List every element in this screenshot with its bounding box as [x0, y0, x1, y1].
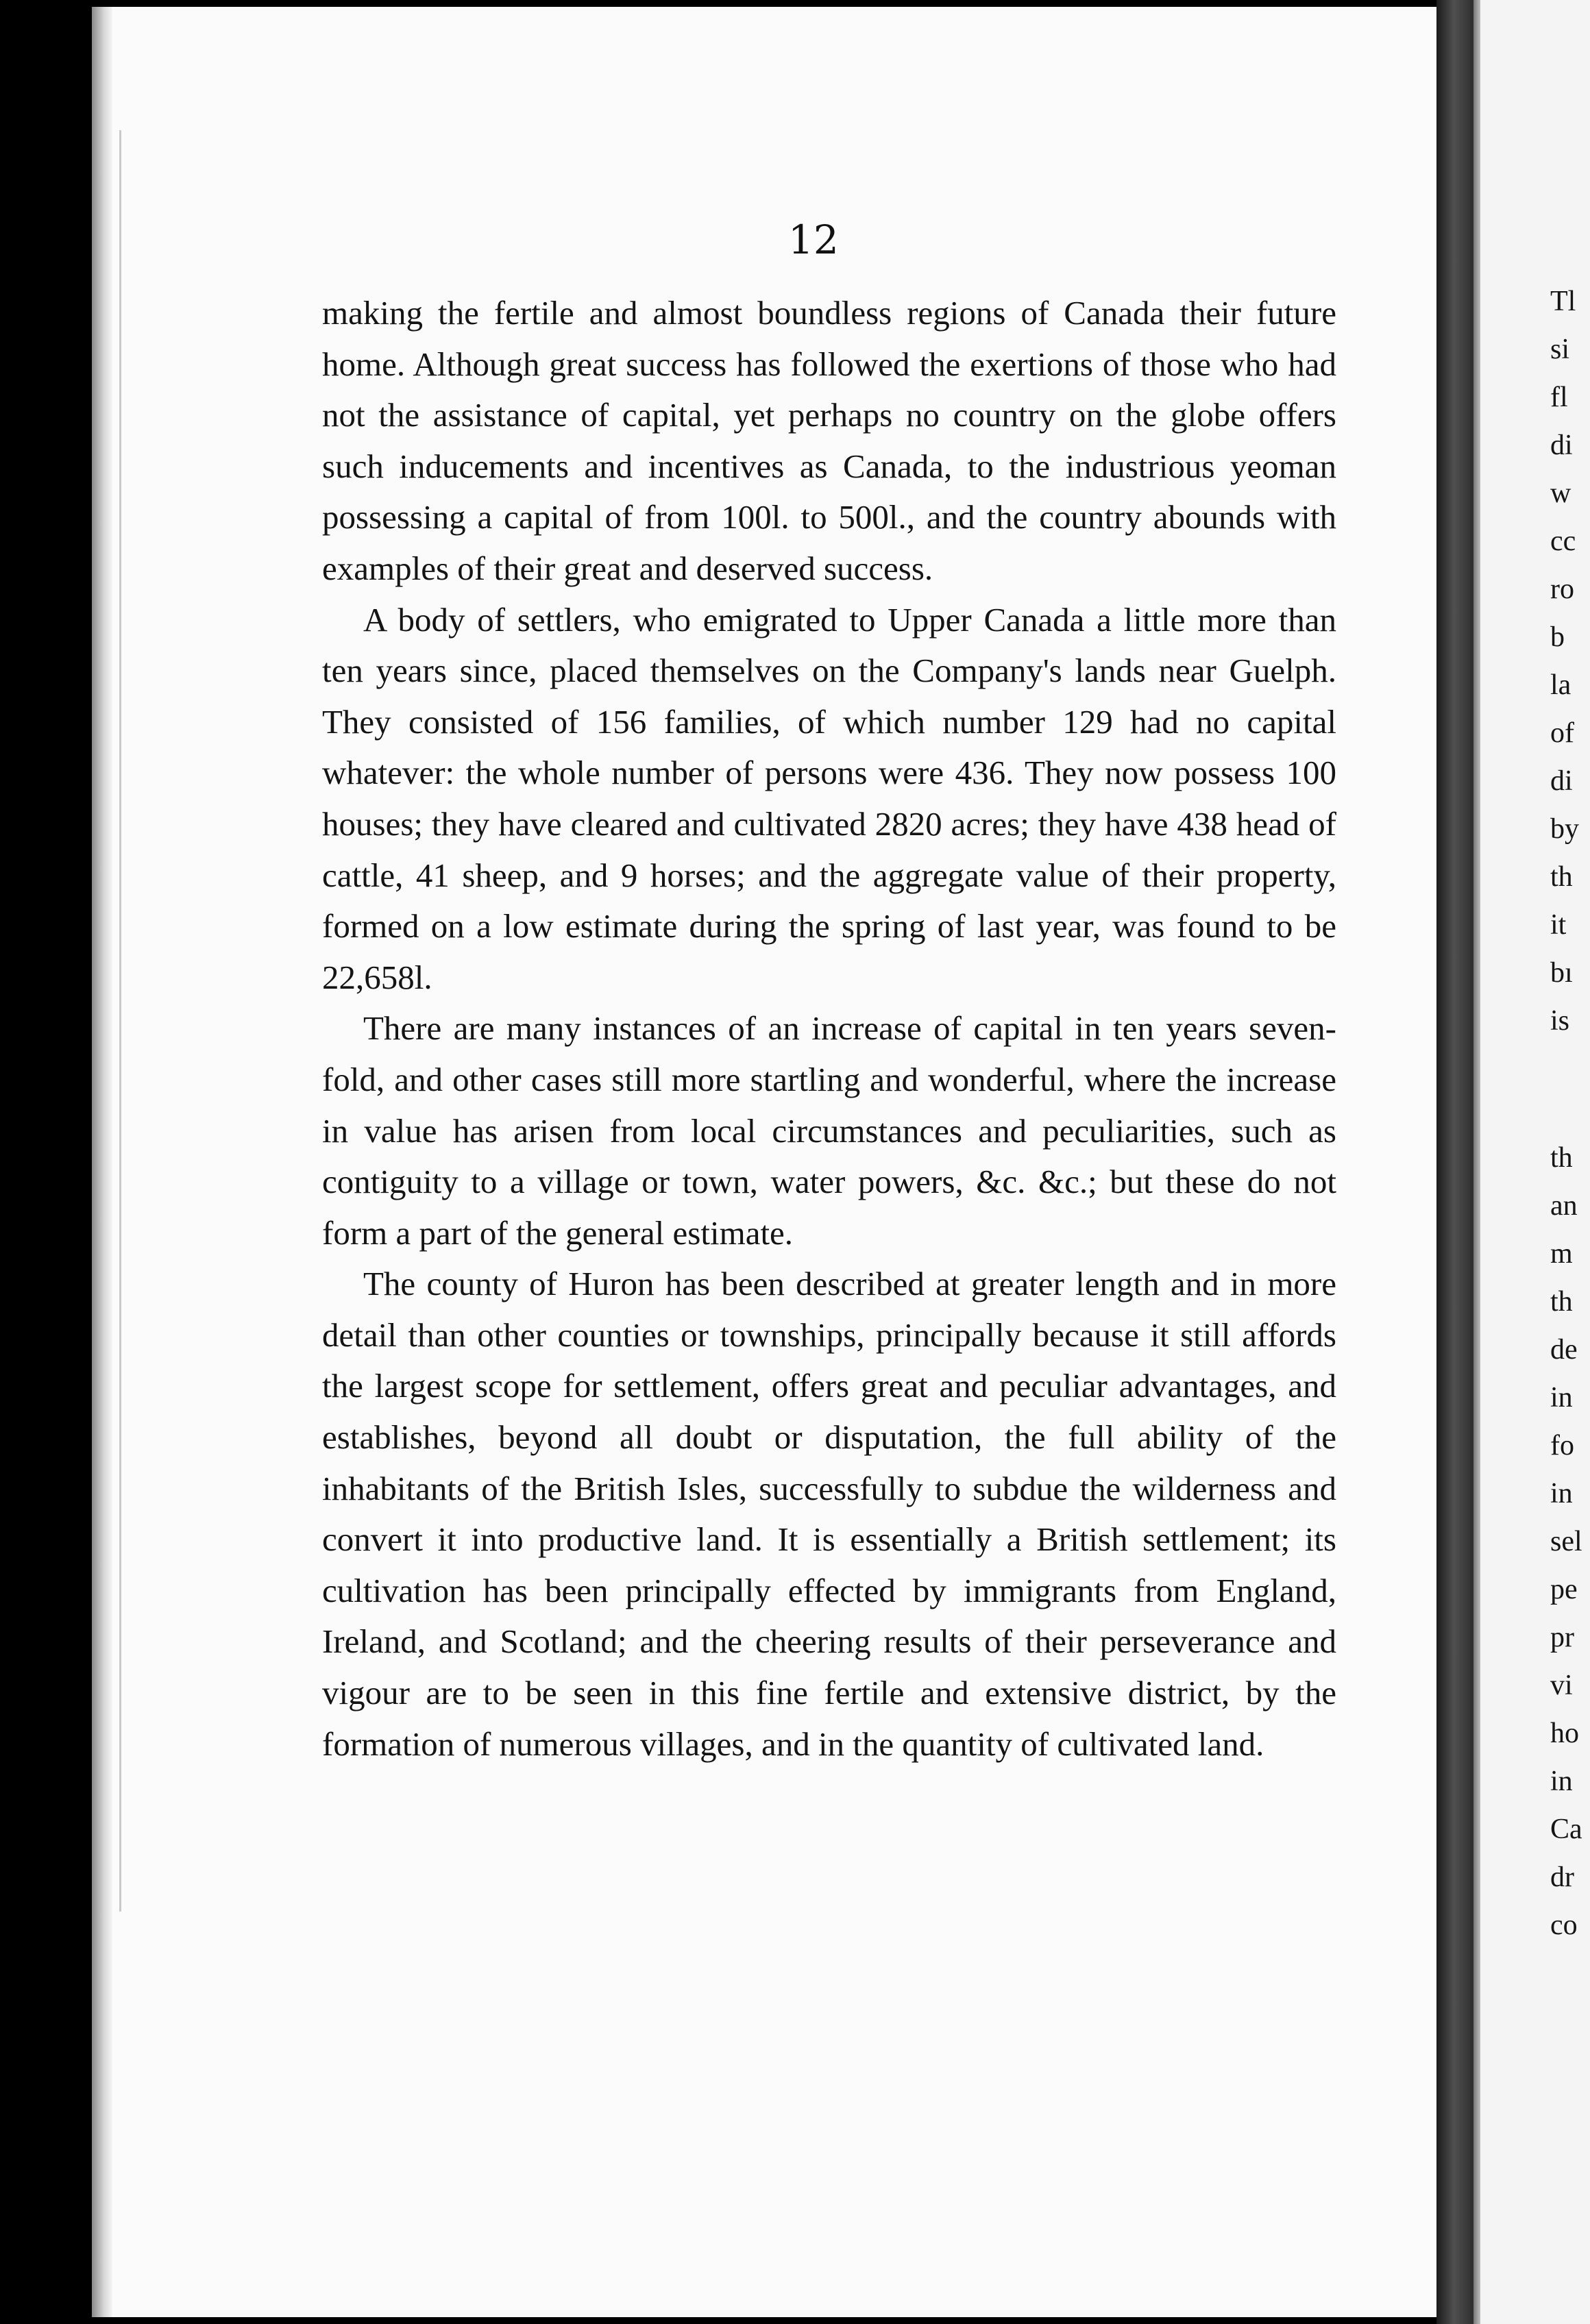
- paragraph: A body of settlers, who emigrated to Upper Canada a little more than ten years since, placed themselves on the Company's lands near Guelph. They consisted of 156 families, of which number 129 had no capital whatever: the whole number of persons were 436. They now possess 100 houses; they have cleared and cultivated 2820 acres; they have 438 head of cattle, 41 sheep, and 9 horses; and the aggregate value of their property, formed on a low estimate during the spring of last year, was found to be 22,658l.: [322, 600, 1336, 996]
- scan-artifact-line: [119, 130, 121, 1912]
- fragment: vi: [1550, 1670, 1573, 1701]
- fragment: b: [1550, 621, 1565, 653]
- fragment: is: [1550, 1005, 1570, 1037]
- fragment: w: [1550, 478, 1571, 509]
- page-number: 12: [788, 217, 839, 263]
- fragment: th: [1550, 861, 1573, 893]
- paragraph: The county of Huron has been described at greater length and in more detail than other counties or townships, principally because it still affords the largest scope for settlement, offers great and peculiar advantages, and establishes, beyond all doubt or disputation, the full ability of the inhabitants of the British Isles, successfully to subdue the wilderness and convert it into productive land. It is essentially a British settlement; its cultivation has been principally effected by immigrants from England, Ireland, and Scotland; and the cheering results of their perseverance and vigour are to be seen in this fine fertile and extensive district, by the formation of numerous villages, and in the quantity of cultivated land.: [322, 1265, 1336, 1763]
- paragraph: making the fertile and almost boundless regions of Canada their future home. Although great success has followed the exertions of those who had not the assistance of capital, yet perhaps no country on the globe offers such inducements and incentives as Canada, to the industrious yeoman possessing a capital of from 100l. to 500l., and the country abounds with examples of their great and deserved success.: [322, 294, 1336, 587]
- fragment: in: [1550, 1766, 1573, 1797]
- fragment: it: [1550, 909, 1567, 941]
- fragment: fl: [1550, 382, 1568, 413]
- fragment: in: [1550, 1382, 1573, 1413]
- fragment: de: [1550, 1334, 1578, 1365]
- page-edge-shadow: [92, 7, 112, 2317]
- fragment: cc: [1550, 526, 1576, 557]
- fragment: ho: [1550, 1718, 1579, 1749]
- fragment: sel: [1550, 1526, 1582, 1557]
- paragraph: There are many instances of an increase of capital in ten years seven-fold, and other cases still more startling and wonderful, where the increase in value has arisen from local circumstances and peculiarities, such as contiguity to a village or town, water powers, &c. &c.; but these do not form a part of the general estimate.: [322, 1009, 1336, 1252]
- fragment: bı: [1550, 957, 1573, 989]
- fragment: of: [1550, 717, 1574, 749]
- fragment: dr: [1550, 1862, 1574, 1893]
- fragment: in: [1550, 1478, 1573, 1509]
- facing-page-text-fragments: [1550, 281, 1590, 1953]
- fragment: di: [1550, 765, 1573, 797]
- fragment: co: [1550, 1909, 1578, 1941]
- fragment: pe: [1550, 1574, 1578, 1605]
- fragment: fo: [1550, 1430, 1574, 1461]
- fragment: th: [1550, 1142, 1573, 1174]
- fragment: Tl: [1550, 286, 1576, 317]
- fragment: Ca: [1550, 1814, 1582, 1845]
- fragment: la: [1550, 669, 1571, 701]
- fragment: pr: [1550, 1622, 1574, 1653]
- fragment: si: [1550, 334, 1570, 365]
- fragment-gap: [1550, 1048, 1590, 1137]
- fragment: an: [1550, 1190, 1578, 1222]
- fragment: th: [1550, 1286, 1573, 1318]
- fragment: di: [1550, 430, 1573, 461]
- fragment: m: [1550, 1238, 1573, 1270]
- body-text: [322, 288, 1336, 1770]
- fragment: by: [1550, 813, 1579, 845]
- fragment: ro: [1550, 573, 1574, 605]
